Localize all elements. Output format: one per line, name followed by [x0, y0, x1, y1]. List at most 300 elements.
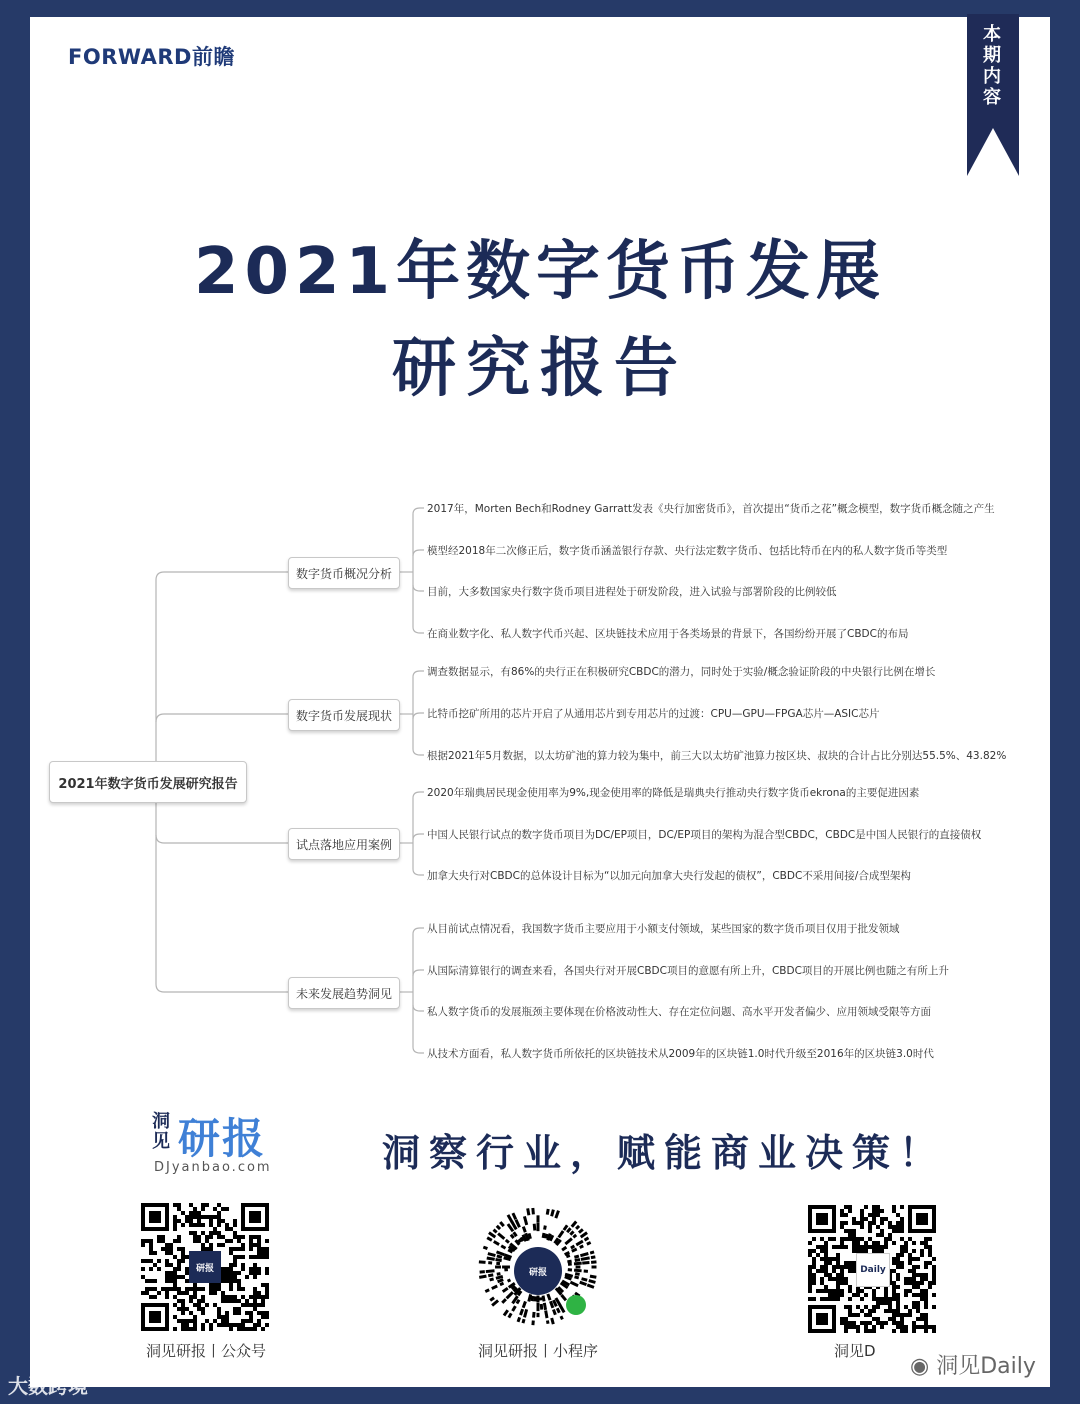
connector-line: [413, 671, 424, 677]
connector-line: [413, 585, 424, 591]
qr-module: [189, 1311, 193, 1315]
qr-module: [233, 1259, 237, 1263]
qr-module: [820, 1265, 824, 1269]
qr-module: [257, 1303, 261, 1307]
qr-module: [840, 1277, 844, 1281]
qr-module: [824, 1273, 828, 1277]
qr-module: [189, 1203, 193, 1207]
qr-module: [173, 1219, 177, 1223]
qr-module: [896, 1325, 900, 1329]
corner-watermark: 大数跨境: [8, 1374, 88, 1398]
qr-module: [856, 1313, 860, 1317]
qr-module: [872, 1297, 876, 1301]
qr-module: [221, 1235, 225, 1239]
qr-module: [924, 1305, 928, 1309]
qr-module: [209, 1287, 213, 1291]
brand-url: DJyanbao.com: [154, 1160, 272, 1175]
qr-module: [181, 1259, 185, 1263]
mini-code-mark: [572, 1234, 577, 1239]
qr-finder: [816, 1213, 828, 1225]
qr-module: [836, 1281, 840, 1285]
qr-module: [193, 1303, 197, 1307]
qr-module: [896, 1273, 900, 1277]
qr-module: [836, 1245, 840, 1249]
qr-module: [217, 1215, 221, 1219]
qr-module: [844, 1221, 848, 1225]
qr-module: [836, 1265, 840, 1269]
qr-module: [201, 1295, 205, 1299]
qr-module: [173, 1271, 177, 1275]
qr-module: [876, 1205, 880, 1209]
qr-module: [888, 1301, 892, 1305]
qr-module: [892, 1309, 896, 1313]
qr-module: [908, 1253, 912, 1257]
qr-module: [257, 1311, 261, 1315]
qr-module: [828, 1289, 832, 1293]
qr-module: [808, 1297, 812, 1301]
qr-module: [241, 1319, 245, 1323]
qr-module: [245, 1299, 249, 1303]
qr-module: [217, 1203, 221, 1207]
qr-module: [157, 1291, 161, 1295]
qr-module: [201, 1207, 205, 1211]
qr-module: [249, 1267, 253, 1271]
qr-module: [852, 1241, 856, 1245]
qr-module: [165, 1243, 169, 1247]
qr-module: [189, 1295, 193, 1299]
qr-module: [924, 1293, 928, 1297]
mini-code-mark: [570, 1281, 579, 1287]
qr-module: [816, 1269, 820, 1273]
qr-module: [856, 1245, 860, 1249]
mini-code-mark: [591, 1255, 596, 1259]
qr-module: [824, 1269, 828, 1273]
qr-module: [836, 1273, 840, 1277]
qr-module: [924, 1265, 928, 1269]
connector-line: [413, 749, 424, 755]
qr-module: [920, 1325, 924, 1329]
qr-module: [872, 1309, 876, 1313]
qr-module: [169, 1275, 173, 1279]
mini-code-mark: [486, 1236, 492, 1241]
qr-module: [213, 1291, 217, 1295]
mindmap-leaf: 比特币挖矿所用的芯片开启了从通用芯片到专用芯片的过渡：CPU—GPU—FPGA芯片—ASIC芯片: [427, 708, 880, 720]
mini-code-mark: [479, 1270, 484, 1273]
qr-module: [912, 1285, 916, 1289]
connector-line: [156, 714, 288, 722]
qr-module: [237, 1271, 241, 1275]
qr-module: [852, 1321, 856, 1325]
qr-module: [253, 1271, 257, 1275]
qr-module: [225, 1299, 229, 1303]
qr-module: [824, 1297, 828, 1301]
mini-code-mark: [546, 1320, 550, 1324]
qr-module: [225, 1319, 229, 1323]
qr-module: [888, 1297, 892, 1301]
mini-code-mark: [502, 1287, 509, 1293]
qr-module: [209, 1215, 213, 1219]
qr-module: [908, 1257, 912, 1261]
qr-module: [233, 1231, 237, 1235]
mini-code-mark: [496, 1225, 501, 1230]
qr-module: [856, 1289, 860, 1293]
mini-code-mark: [487, 1256, 495, 1260]
qr-module: [149, 1251, 153, 1255]
qr-module: [868, 1221, 872, 1225]
qr-module: [908, 1289, 912, 1293]
qr-module: [892, 1313, 896, 1317]
wechat-icon: ◉: [910, 1354, 930, 1379]
qr-module: [860, 1245, 864, 1249]
qr-module: [265, 1295, 269, 1299]
qr-module: [249, 1311, 253, 1315]
qr-module: [916, 1257, 920, 1261]
brand-small-text: 洞见: [152, 1111, 170, 1152]
qr-module: [848, 1229, 852, 1233]
qr-module: [153, 1251, 157, 1255]
qr-module: [141, 1259, 145, 1263]
qr-module: [840, 1221, 844, 1225]
qr-module: [864, 1241, 868, 1245]
qr-module: [165, 1291, 169, 1295]
qr-module: [249, 1319, 253, 1323]
mini-code-mark: [497, 1232, 505, 1240]
mindmap-leaf: 目前，大多数国家央行数字货币项目进程处于研发阶段，进入试验与部署阶段的比例较低: [427, 586, 837, 598]
qr-module: [201, 1215, 205, 1219]
qr-module: [816, 1253, 820, 1257]
mini-code-mark: [488, 1273, 494, 1277]
qr-module: [828, 1293, 832, 1297]
qr-module: [860, 1297, 864, 1301]
qr-module: [808, 1281, 812, 1285]
qr-module: [165, 1263, 169, 1267]
mindmap-branch: 未来发展趋势洞见: [288, 977, 400, 1009]
qr-module: [257, 1255, 261, 1259]
connector-line: [413, 713, 424, 719]
qr-module: [892, 1293, 896, 1297]
qr-module: [213, 1207, 217, 1211]
mindmap-leaf: 2017年，Morten Bech和Rodney Garratt发表《央行加密货币》，首次提出“货币之花”概念模型，数字货币概念随之产生: [427, 503, 995, 515]
qr-module: [221, 1319, 225, 1323]
qr-module: [832, 1297, 836, 1301]
qr-module: [924, 1301, 928, 1305]
qr-module: [840, 1237, 844, 1241]
qr-module: [193, 1207, 197, 1211]
qr-module: [916, 1325, 920, 1329]
qr-module: [812, 1281, 816, 1285]
qr-module: [173, 1255, 177, 1259]
qr-module: [173, 1315, 177, 1319]
qr-module: [856, 1293, 860, 1297]
connector-line: [413, 792, 424, 798]
qr-module: [852, 1325, 856, 1329]
qr-module: [932, 1269, 936, 1273]
qr-module: [820, 1245, 824, 1249]
qr-module: [884, 1297, 888, 1301]
qr-module: [904, 1289, 908, 1293]
qr-module: [233, 1275, 237, 1279]
qr-module: [880, 1217, 884, 1221]
qr-module: [860, 1225, 864, 1229]
qr-module: [225, 1271, 229, 1275]
qr-module: [912, 1305, 916, 1309]
mini-code-mark: [526, 1208, 530, 1215]
qr-module: [896, 1225, 900, 1229]
qr-module: [217, 1283, 221, 1287]
qr-module: [233, 1263, 237, 1267]
mini-code-mark: [579, 1281, 587, 1286]
qr-module: [892, 1329, 896, 1333]
qr-module: [209, 1283, 213, 1287]
qr-module: [149, 1243, 153, 1247]
qr-module: [820, 1277, 824, 1281]
qr-module: [149, 1287, 153, 1291]
qr-module: [217, 1211, 221, 1215]
qr-module: [812, 1237, 816, 1241]
qr-module: [201, 1223, 205, 1227]
qr-module: [848, 1269, 852, 1273]
qr-module: [209, 1223, 213, 1227]
mini-program-badge-icon: [566, 1295, 586, 1315]
qr-module: [165, 1251, 169, 1255]
qr-module: [181, 1223, 185, 1227]
qr-module: [860, 1213, 864, 1217]
qr-module: [157, 1235, 161, 1239]
mini-code-mark: [522, 1301, 527, 1308]
qr-module: [185, 1319, 189, 1323]
qr-module: [201, 1307, 205, 1311]
qr-module: [904, 1277, 908, 1281]
qr-module: [265, 1311, 269, 1315]
qr-module: [249, 1239, 253, 1243]
qr-module: [257, 1271, 261, 1275]
qr-module: [812, 1261, 816, 1265]
mini-code-mark: [500, 1244, 506, 1249]
qr-module: [828, 1273, 832, 1277]
qr-center-logo: Daily: [856, 1253, 890, 1287]
qr-module: [181, 1247, 185, 1251]
qr-module: [233, 1295, 237, 1299]
qr-module: [233, 1235, 237, 1239]
qr-module: [149, 1295, 153, 1299]
mindmap-leaf: 从目前试点情况看，我国数字货币主要应用于小额支付领域，某些国家的数字货币项目仅用于批发领域: [427, 923, 900, 935]
qr-module: [245, 1311, 249, 1315]
qr-module: [904, 1281, 908, 1285]
qr-module: [824, 1285, 828, 1289]
mindmap-leaf: 私人数字货币的发展瓶颈主要体现在价格波动性大、存在定位问题、高水平开发者偏少、应用领域受限等方面: [427, 1006, 931, 1018]
qr-module: [832, 1269, 836, 1273]
qr-module: [265, 1255, 269, 1259]
qr-module: [852, 1313, 856, 1317]
qr-module: [177, 1259, 181, 1263]
qr-module: [932, 1305, 936, 1309]
qr-module: [844, 1237, 848, 1241]
qr-module: [249, 1255, 253, 1259]
qr-module: [920, 1289, 924, 1293]
qr-module: [848, 1205, 852, 1209]
qr-module: [900, 1225, 904, 1229]
qr-module: [884, 1237, 888, 1241]
qr-module: [848, 1209, 852, 1213]
mini-code-mark: [507, 1313, 512, 1319]
qr-module: [161, 1239, 165, 1243]
qr-module: [241, 1323, 245, 1327]
qr-module: [896, 1261, 900, 1265]
qr-module: [856, 1237, 860, 1241]
qr-finder: [249, 1211, 261, 1223]
qr-module: [908, 1269, 912, 1273]
qr-module: [836, 1257, 840, 1261]
qr-module: [189, 1287, 193, 1291]
qr-module: [924, 1321, 928, 1325]
mini-code-mark: [578, 1228, 584, 1234]
connector-line: [413, 627, 424, 633]
qr-module: [177, 1275, 181, 1279]
qr-module: [880, 1209, 884, 1213]
mini-code-mark: [540, 1304, 543, 1310]
mini-code-mark: [574, 1262, 582, 1266]
qr-module: [193, 1223, 197, 1227]
qr-module: [840, 1209, 844, 1213]
qr-module: [225, 1207, 229, 1211]
mini-code-mark: [546, 1209, 550, 1215]
qr-module: [221, 1279, 225, 1283]
qr-module: [892, 1317, 896, 1321]
mini-code-mark: [581, 1277, 587, 1281]
qr-module: [896, 1221, 900, 1225]
qr-module: [233, 1311, 237, 1315]
qr-module: [177, 1263, 181, 1267]
mini-code-mark: [576, 1266, 581, 1269]
qr-module: [836, 1261, 840, 1265]
qr-module: [844, 1321, 848, 1325]
qr-module: [892, 1261, 896, 1265]
qr-module: [920, 1297, 924, 1301]
mini-code-mark: [503, 1309, 509, 1316]
qr-module: [920, 1293, 924, 1297]
qr-module: [233, 1223, 237, 1227]
qr-module: [876, 1213, 880, 1217]
qr-module: [261, 1303, 265, 1307]
qr-module: [924, 1273, 928, 1277]
mini-code-mark: [531, 1320, 534, 1325]
mini-code-mark: [592, 1266, 597, 1269]
qr-module: [892, 1281, 896, 1285]
qr-module: [844, 1329, 848, 1333]
qr-module: [932, 1277, 936, 1281]
qr-module: [177, 1207, 181, 1211]
qr-module: [892, 1297, 896, 1301]
mini-code-mark: [554, 1210, 560, 1218]
qr-module: [229, 1271, 233, 1275]
qr-module: [836, 1285, 840, 1289]
qr-module: [241, 1295, 245, 1299]
mini-code-mark: [552, 1309, 557, 1315]
connector-line: [413, 550, 424, 556]
qr-module: [193, 1215, 197, 1219]
mini-code-mark: [560, 1316, 564, 1320]
qr-module: [205, 1303, 209, 1307]
qr-module: [217, 1243, 221, 1247]
qr-module: [920, 1273, 924, 1277]
mini-code-mark: [488, 1261, 492, 1264]
qr-module: [872, 1289, 876, 1293]
qr-module: [201, 1287, 205, 1291]
mini-code-mark: [543, 1303, 547, 1311]
qr-module: [237, 1287, 241, 1291]
qr-module: [253, 1291, 257, 1295]
qr-module: [145, 1287, 149, 1291]
qr-module: [900, 1249, 904, 1253]
qr-module: [173, 1283, 177, 1287]
qr-module: [848, 1313, 852, 1317]
qr-module: [201, 1327, 205, 1331]
qr-module: [888, 1309, 892, 1313]
qr-module: [928, 1237, 932, 1241]
qr-module: [201, 1231, 205, 1235]
qr-module: [844, 1325, 848, 1329]
mini-code-mark: [584, 1237, 589, 1242]
qr-module: [209, 1291, 213, 1295]
mini-code-mark: [511, 1305, 516, 1311]
qr-module: [876, 1305, 880, 1309]
qr-module: [197, 1287, 201, 1291]
qr-module: [868, 1229, 872, 1233]
mindmap-leaf: 2020年瑞典居民现金使用率为9%,现金使用率的降低是瑞典央行推动央行数字货币ekrona的主要促进因素: [427, 787, 920, 799]
qr-module: [165, 1287, 169, 1291]
mini-code-mark: [569, 1230, 574, 1235]
mini-code-mark: [539, 1297, 542, 1300]
qr-module: [261, 1315, 265, 1319]
qr-module: [900, 1229, 904, 1233]
qr-module: [888, 1305, 892, 1309]
qr-module: [892, 1209, 896, 1213]
qr-module: [892, 1241, 896, 1245]
qr-module: [872, 1213, 876, 1217]
mini-code-mark: [590, 1251, 595, 1255]
qr-module: [828, 1297, 832, 1301]
qr-module: [229, 1263, 233, 1267]
qr-module: [824, 1249, 828, 1253]
qr-module: [217, 1287, 221, 1291]
qr-module: [876, 1225, 880, 1229]
qr-module: [896, 1321, 900, 1325]
qr-module: [249, 1327, 253, 1331]
qr-module: [241, 1287, 245, 1291]
qr-module: [193, 1211, 197, 1215]
qr-module: [217, 1231, 221, 1235]
qr-module: [876, 1233, 880, 1237]
qr-module: [916, 1301, 920, 1305]
qr-module: [233, 1271, 237, 1275]
connector-line: [413, 1005, 424, 1011]
qr-module: [884, 1309, 888, 1313]
qr-module: [896, 1229, 900, 1233]
qr-module: [193, 1319, 197, 1323]
mindmap-leaf: 模型经2018年二次修正后，数字货币涵盖银行存款、央行法定数字货币、包括比特币在内的私人数字货币等类型: [427, 545, 948, 557]
qr-module: [892, 1257, 896, 1261]
mindmap-leaf: 中国人民银行试点的数字货币项目为DC/EP项目，DC/EP项目的架构为混合型CBDC，CBDC是中国人民银行的直接债权: [427, 829, 982, 841]
qr-module: [860, 1221, 864, 1225]
mini-code-mark: [546, 1293, 551, 1300]
qr-module: [916, 1273, 920, 1277]
qr-module: [888, 1317, 892, 1321]
qr-module: [900, 1253, 904, 1257]
qr-module: [808, 1285, 812, 1289]
wechat-watermark: [910, 1349, 1036, 1380]
qr-module: [856, 1329, 860, 1333]
qr-module: [229, 1267, 233, 1271]
